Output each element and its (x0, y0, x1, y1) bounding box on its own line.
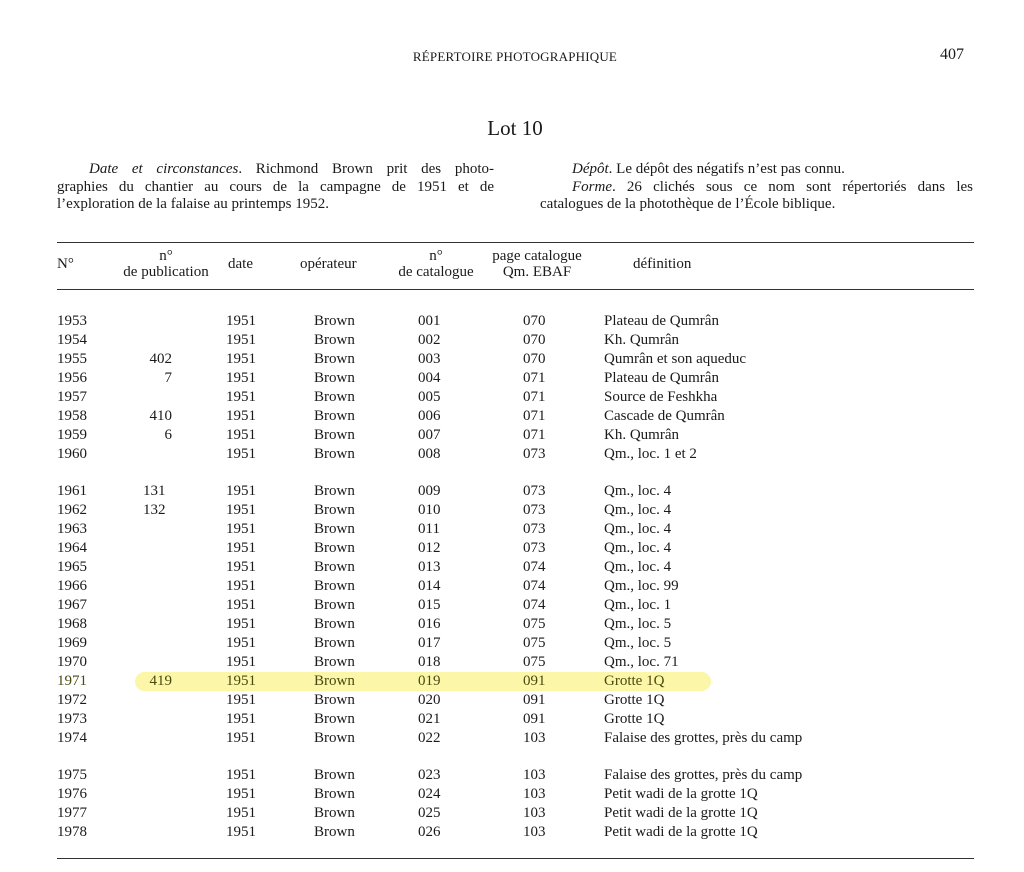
intro-left-line-1 (57, 161, 494, 179)
table-row (0, 558, 1024, 577)
cell-date: 1951 (226, 313, 256, 329)
cell-catalogue: 003 (418, 351, 441, 367)
cell-date: 1951 (226, 786, 256, 802)
cell-date: 1951 (226, 483, 256, 499)
col-header-catalogue (390, 248, 482, 280)
cell-definition: Source de Feshkha (604, 389, 718, 405)
cell-number: 1969 (57, 635, 87, 651)
cell-definition: Qm., loc. 1 et 2 (604, 446, 697, 462)
intro-left-line-3: l’exploration de la falaise au printemps 1952. (57, 196, 329, 212)
cell-date: 1951 (226, 332, 256, 348)
cell-definition: Qm., loc. 71 (604, 654, 679, 670)
cell-page-catalogue: 103 (523, 805, 546, 821)
cell-operator: Brown (314, 370, 355, 386)
depot-text: . Le dépôt des négatifs n’est pas connu. (608, 161, 845, 177)
cell-catalogue: 014 (418, 578, 441, 594)
col-header-catalogue-line1: n° (429, 248, 443, 264)
cell-number: 1978 (57, 824, 87, 840)
cell-definition: Qm., loc. 1 (604, 597, 672, 613)
cell-definition: Grotte 1Q (604, 711, 665, 727)
cell-catalogue: 006 (418, 408, 441, 424)
cell-catalogue: 023 (418, 767, 441, 783)
col-header-publication-line2: de publication (123, 264, 209, 280)
cell-catalogue: 022 (418, 730, 441, 746)
intro-right-forme (540, 179, 973, 197)
table-row (0, 445, 1024, 464)
cell-definition: Falaise des grottes, près du camp (604, 767, 803, 783)
table-row (0, 577, 1024, 596)
table-row (0, 785, 1024, 804)
table-row (0, 482, 1024, 501)
cell-definition: Qm., loc. 4 (604, 559, 672, 575)
cell-operator: Brown (314, 711, 355, 727)
cell-date: 1951 (226, 540, 256, 556)
table-row (0, 729, 1024, 748)
table-row (0, 501, 1024, 520)
cell-operator: Brown (314, 786, 355, 802)
cell-page-catalogue: 091 (523, 673, 546, 689)
col-header-publication-line1: n° (159, 248, 173, 264)
cell-operator: Brown (314, 730, 355, 746)
cell-date: 1951 (226, 824, 256, 840)
cell-definition: Qm., loc. 4 (604, 502, 672, 518)
cell-number: 1954 (57, 332, 87, 348)
cell-catalogue: 013 (418, 559, 441, 575)
lot-title: Lot 10 (487, 116, 543, 140)
table-row (0, 691, 1024, 710)
table-row (0, 388, 1024, 407)
cell-operator: Brown (314, 673, 355, 689)
cell-catalogue: 009 (418, 483, 441, 499)
cell-date: 1951 (226, 673, 256, 689)
cell-definition: Qumrân et son aqueduc (604, 351, 747, 367)
cell-definition: Kh. Qumrân (604, 332, 679, 348)
cell-page-catalogue: 091 (523, 711, 546, 727)
cell-date: 1951 (226, 559, 256, 575)
table-header-rule (57, 289, 974, 290)
cell-catalogue: 004 (418, 370, 441, 386)
cell-date: 1951 (226, 578, 256, 594)
table-row (0, 710, 1024, 729)
cell-number: 1960 (57, 446, 87, 462)
forme-text-1: . 26 clichés sous ce nom sont répertoriés dans les (612, 178, 973, 195)
table-row (0, 634, 1024, 653)
cell-page-catalogue: 073 (523, 521, 546, 537)
col-header-page-line1: page catalogue (492, 248, 582, 264)
cell-catalogue: 007 (418, 427, 441, 443)
cell-catalogue: 002 (418, 332, 441, 348)
cell-publication: 132 (143, 502, 166, 518)
cell-number: 1964 (57, 540, 87, 556)
cell-number: 1965 (57, 559, 87, 575)
cell-number: 1971 (57, 673, 87, 689)
cell-number: 1968 (57, 616, 87, 632)
cell-definition: Plateau de Qumrân (604, 313, 719, 329)
cell-date: 1951 (226, 597, 256, 613)
col-header-catalogue-line2: de catalogue (398, 264, 474, 280)
cell-operator: Brown (314, 692, 355, 708)
cell-definition: Plateau de Qumrân (604, 370, 719, 386)
cell-operator: Brown (314, 767, 355, 783)
cell-date: 1951 (226, 446, 256, 462)
cell-operator: Brown (314, 805, 355, 821)
cell-definition: Qm., loc. 4 (604, 483, 672, 499)
cell-date: 1951 (226, 805, 256, 821)
cell-page-catalogue: 075 (523, 616, 546, 632)
cell-operator: Brown (314, 540, 355, 556)
cell-number: 1959 (57, 427, 87, 443)
cell-date: 1951 (226, 502, 256, 518)
cell-number: 1975 (57, 767, 87, 783)
cell-date: 1951 (226, 730, 256, 746)
cell-catalogue: 010 (418, 502, 441, 518)
cell-definition: Grotte 1Q (604, 673, 665, 689)
cell-number: 1970 (57, 654, 87, 670)
cell-operator: Brown (314, 332, 355, 348)
cell-page-catalogue: 074 (523, 597, 546, 613)
cell-catalogue: 021 (418, 711, 441, 727)
cell-definition: Qm., loc. 4 (604, 521, 672, 537)
cell-page-catalogue: 071 (523, 427, 546, 443)
cell-operator: Brown (314, 427, 355, 443)
cell-date: 1951 (226, 351, 256, 367)
cell-page-catalogue: 071 (523, 389, 546, 405)
cell-page-catalogue: 103 (523, 786, 546, 802)
cell-date: 1951 (226, 389, 256, 405)
cell-catalogue: 016 (418, 616, 441, 632)
cell-publication: 6 (164, 427, 172, 443)
cell-catalogue: 025 (418, 805, 441, 821)
cell-page-catalogue: 103 (523, 824, 546, 840)
cell-number: 1973 (57, 711, 87, 727)
table-row (0, 615, 1024, 634)
cell-operator: Brown (314, 389, 355, 405)
intro-left-label: Date et circonstances (89, 161, 239, 177)
cell-number: 1956 (57, 370, 87, 386)
cell-page-catalogue: 103 (523, 767, 546, 783)
cell-date: 1951 (226, 521, 256, 537)
cell-number: 1953 (57, 313, 87, 329)
table-row (0, 539, 1024, 558)
cell-operator: Brown (314, 824, 355, 840)
cell-catalogue: 015 (418, 597, 441, 613)
cell-page-catalogue: 073 (523, 540, 546, 556)
table-row (0, 369, 1024, 388)
cell-date: 1951 (226, 427, 256, 443)
intro-right-depot (540, 161, 973, 179)
cell-date: 1951 (226, 616, 256, 632)
page-number: 407 (940, 46, 964, 63)
cell-operator: Brown (314, 578, 355, 594)
cell-number: 1972 (57, 692, 87, 708)
cell-publication: 7 (164, 370, 172, 386)
col-header-no: N° (57, 256, 74, 272)
cell-operator: Brown (314, 351, 355, 367)
cell-number: 1967 (57, 597, 87, 613)
cell-date: 1951 (226, 370, 256, 386)
cell-number: 1976 (57, 786, 87, 802)
cell-page-catalogue: 103 (523, 730, 546, 746)
table-row (0, 520, 1024, 539)
cell-page-catalogue: 075 (523, 635, 546, 651)
intro-depot-forme (540, 161, 973, 214)
cell-publication: 410 (149, 408, 172, 424)
cell-catalogue: 001 (418, 313, 441, 329)
table-row (0, 672, 1024, 691)
depot-label: Dépôt (572, 161, 609, 177)
cell-definition: Petit wadi de la grotte 1Q (604, 824, 758, 840)
cell-catalogue: 020 (418, 692, 441, 708)
cell-catalogue: 026 (418, 824, 441, 840)
cell-definition: Cascade de Qumrân (604, 408, 725, 424)
cell-page-catalogue: 070 (523, 313, 546, 329)
cell-operator: Brown (314, 521, 355, 537)
running-title: RÉPERTOIRE PHOTOGRAPHIQUE (412, 49, 618, 64)
cell-number: 1962 (57, 502, 87, 518)
cell-catalogue: 011 (418, 521, 440, 537)
cell-page-catalogue: 070 (523, 332, 546, 348)
cell-operator: Brown (314, 597, 355, 613)
cell-date: 1951 (226, 654, 256, 670)
cell-number: 1961 (57, 483, 87, 499)
cell-definition: Petit wadi de la grotte 1Q (604, 805, 758, 821)
cell-definition: Kh. Qumrân (604, 427, 679, 443)
cell-publication: 131 (143, 483, 166, 499)
col-header-definition: définition (633, 256, 692, 272)
cell-catalogue: 017 (418, 635, 441, 651)
cell-page-catalogue: 074 (523, 559, 546, 575)
cell-operator: Brown (314, 559, 355, 575)
col-header-operator: opérateur (300, 256, 357, 272)
cell-page-catalogue: 073 (523, 502, 546, 518)
table-row (0, 407, 1024, 426)
table-row (0, 312, 1024, 331)
cell-definition: Petit wadi de la grotte 1Q (604, 786, 758, 802)
table-row (0, 596, 1024, 615)
cell-date: 1951 (226, 711, 256, 727)
intro-date-circumstances (57, 161, 494, 214)
cell-publication: 419 (149, 673, 172, 689)
cell-date: 1951 (226, 692, 256, 708)
cell-number: 1955 (57, 351, 87, 367)
cell-operator: Brown (314, 483, 355, 499)
cell-catalogue: 005 (418, 389, 441, 405)
table-row (0, 426, 1024, 445)
table-row (0, 823, 1024, 842)
cell-number: 1958 (57, 408, 87, 424)
forme-label: Forme (572, 178, 612, 195)
cell-definition: Falaise des grottes, près du camp (604, 730, 803, 746)
table-row (0, 331, 1024, 350)
cell-number: 1963 (57, 521, 87, 537)
cell-operator: Brown (314, 502, 355, 518)
cell-page-catalogue: 091 (523, 692, 546, 708)
cell-catalogue: 008 (418, 446, 441, 462)
cell-operator: Brown (314, 616, 355, 632)
cell-operator: Brown (314, 446, 355, 462)
cell-publication: 402 (149, 351, 172, 367)
cell-page-catalogue: 071 (523, 370, 546, 386)
cell-page-catalogue: 073 (523, 446, 546, 462)
col-header-page-catalogue (482, 248, 592, 280)
cell-catalogue: 012 (418, 540, 441, 556)
intro-left-text-1: . Richmond Brown prit des photo- (238, 161, 494, 177)
cell-number: 1974 (57, 730, 87, 746)
cell-operator: Brown (314, 635, 355, 651)
cell-number: 1977 (57, 805, 87, 821)
table-top-rule (57, 242, 974, 243)
cell-date: 1951 (226, 408, 256, 424)
cell-page-catalogue: 071 (523, 408, 546, 424)
cell-catalogue: 019 (418, 673, 441, 689)
intro-left-line-2: graphies du chantier au cours de la campagne de 1951 et de (57, 178, 494, 195)
cell-definition: Qm., loc. 99 (604, 578, 679, 594)
cell-page-catalogue: 074 (523, 578, 546, 594)
cell-catalogue: 018 (418, 654, 441, 670)
cell-operator: Brown (314, 654, 355, 670)
cell-definition: Qm., loc. 4 (604, 540, 672, 556)
cell-page-catalogue: 070 (523, 351, 546, 367)
table-bottom-rule (57, 858, 974, 859)
cell-page-catalogue: 073 (523, 483, 546, 499)
col-header-publication (113, 248, 219, 280)
cell-definition: Qm., loc. 5 (604, 635, 672, 651)
cell-number: 1966 (57, 578, 87, 594)
col-header-date: date (228, 256, 253, 272)
cell-definition: Qm., loc. 5 (604, 616, 672, 632)
cell-catalogue: 024 (418, 786, 441, 802)
cell-operator: Brown (314, 313, 355, 329)
table-row (0, 653, 1024, 672)
col-header-page-line2: Qm. EBAF (502, 264, 572, 280)
forme-text-2: catalogues de la photothèque de l’École biblique. (540, 196, 836, 212)
cell-date: 1951 (226, 767, 256, 783)
table-row (0, 766, 1024, 785)
cell-date: 1951 (226, 635, 256, 651)
cell-operator: Brown (314, 408, 355, 424)
cell-definition: Grotte 1Q (604, 692, 665, 708)
cell-number: 1957 (57, 389, 87, 405)
cell-page-catalogue: 075 (523, 654, 546, 670)
table-row (0, 350, 1024, 369)
table-row (0, 804, 1024, 823)
